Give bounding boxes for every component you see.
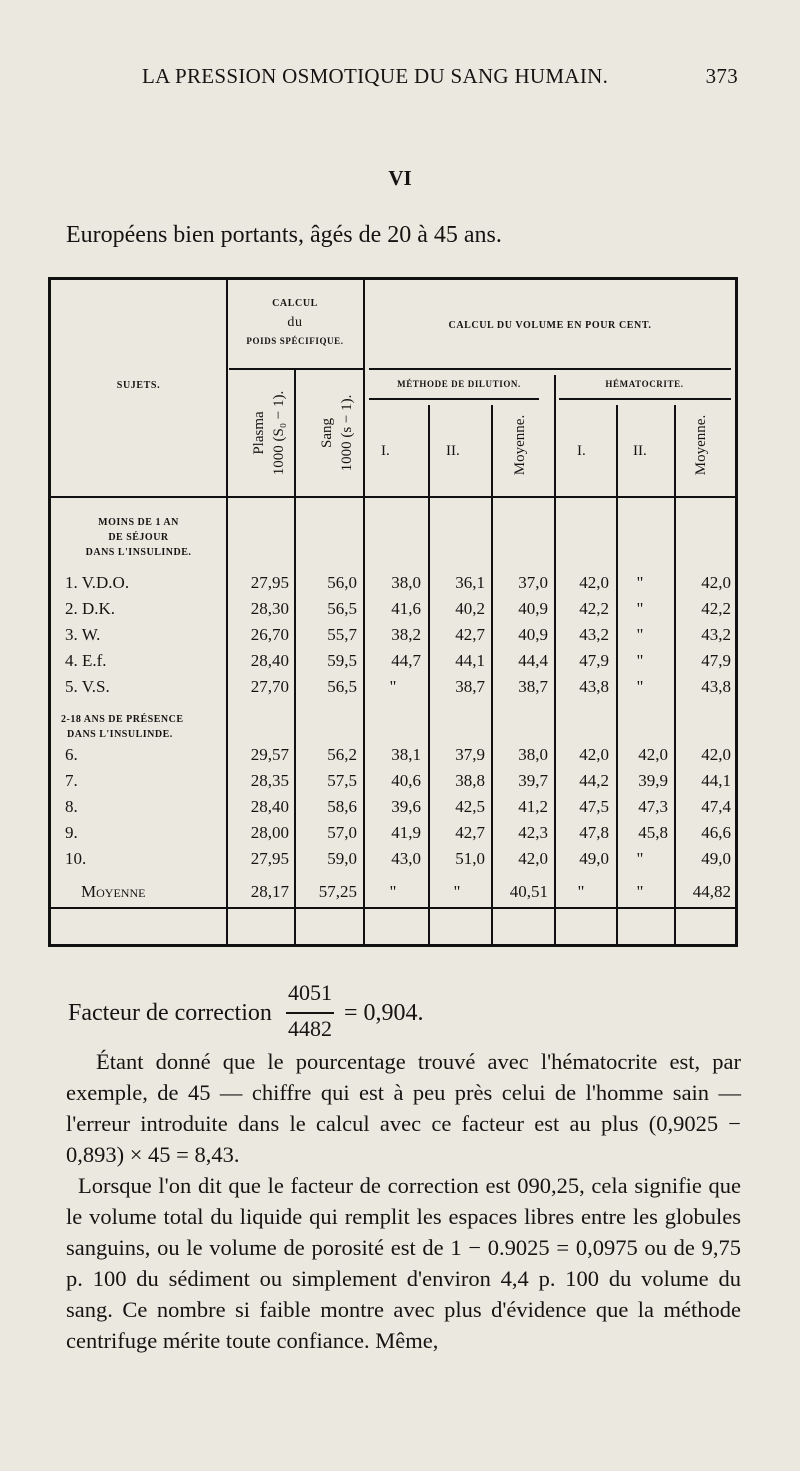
table-cell: 26,70	[250, 625, 289, 644]
table-cell: "	[389, 677, 397, 696]
table-cell: 39,6	[391, 797, 421, 816]
table-cell: "	[636, 625, 644, 644]
table-cell: 28,35	[250, 771, 289, 790]
table-cell: 40,51	[509, 882, 548, 901]
table-cell: 42,2	[701, 599, 731, 618]
paragraph-1: Étant donné que le pourcentage trouvé avec l'hématocrite est, par exemple, de 45 — chiffre qui est à peu près celui de l'homme sain — l'erreur introduite dans le calcul avec ce facteur est au plus (0,9025 − 0,893) × 45 = 8,43.	[66, 1049, 741, 1167]
table-cell: 37,0	[518, 573, 548, 592]
paragraph-2: Lorsque l'on dit que le facteur de correction est 090,25, cela signifie que le volume total du liquide qui remplit les espaces libres entre les globules sanguins, ou le volume de porosité est de 1 − 0.9025 = 0,0975 ou de 9,75 p. 100 du sédiment ou simplement d'environ 4,4 p. 100 du volume du sang. Ce nombre si faible montre avec plus d'évidence que la méthode centrifuge mérite toute confiance. Même,	[66, 1173, 741, 1353]
table-cell: 28,40	[250, 797, 289, 816]
table-caption: Européens bien portants, âgés de 20 à 45 ans.	[66, 222, 502, 248]
table-cell: 57,0	[327, 823, 357, 842]
table-cell: 57,5	[327, 771, 357, 790]
table-cell: "	[453, 882, 461, 901]
table-cell: 43,2	[701, 625, 731, 644]
table-cell: 58,6	[327, 797, 357, 816]
group-header-volume: CALCUL DU VOLUME EN POUR CENT.	[448, 320, 652, 331]
table-cell: "	[577, 882, 585, 901]
table-cell: 57,25	[318, 882, 357, 901]
col-header-dilution-I: I.	[381, 443, 390, 459]
table-cell: 49,0	[579, 849, 609, 868]
table-cell: 28,00	[250, 823, 289, 842]
table-cell: 28,30	[250, 599, 289, 618]
group2-label: 2-18 ANS DE PRÉSENCE DANS L'INSULINDE.	[61, 714, 184, 740]
table-cell: 39,7	[518, 771, 548, 790]
subheader-dilution: MÉTHODE DE DILUTION.	[397, 379, 521, 389]
col-header-dilution-II: II.	[446, 443, 460, 459]
table-cell: 41,2	[518, 797, 548, 816]
table-cell: 59,0	[327, 849, 357, 868]
running-head	[62, 64, 738, 94]
col-header-hemato-I: I.	[577, 443, 586, 459]
col-header-plasma-formula: 1000 (S₀ − 1).	[271, 390, 287, 476]
table-cell: 38,2	[391, 625, 421, 644]
table-cell: 39,9	[638, 771, 668, 790]
table-cell: 36,1	[455, 573, 485, 592]
table-cell: 43,0	[391, 849, 421, 868]
col-header-dilution-moyenne: Moyenne.	[512, 414, 528, 476]
table-cell: 56,0	[327, 573, 357, 592]
table-cell: 40,9	[518, 625, 548, 644]
table-cell: 56,2	[327, 745, 357, 764]
row-label: 4. E.f.	[65, 651, 107, 670]
col-header-hemato-II: II.	[633, 443, 647, 459]
group-header-poids-2: du	[287, 315, 303, 330]
table-cell: 40,9	[518, 599, 548, 618]
table-cell: 28,17	[250, 882, 289, 901]
table-cell: 46,6	[701, 823, 731, 842]
group-header-poids-3: POIDS SPÉCIFIQUE.	[246, 336, 344, 346]
table-cell: 38,0	[391, 573, 421, 592]
table-cell: 40,6	[391, 771, 421, 790]
row-label: 6.	[65, 745, 78, 764]
data-table	[48, 277, 738, 947]
table-cell: 43,8	[701, 677, 731, 696]
table-cell: "	[636, 573, 644, 592]
col-header-sang: Sang	[319, 418, 335, 448]
table-cell: 42,0	[701, 573, 731, 592]
table-cell: 47,9	[579, 651, 609, 670]
row-label: 10.	[65, 849, 87, 868]
col-header-plasma: Plasma	[251, 411, 267, 455]
table-cell: 27,95	[250, 849, 289, 868]
section-number: VI	[388, 166, 412, 190]
subheader-hematocrite: HÉMATOCRITE.	[605, 379, 684, 389]
table-cell: 43,8	[579, 677, 609, 696]
table-cell: 38,0	[518, 745, 548, 764]
table-cell: 47,3	[638, 797, 668, 816]
table-cell: 29,57	[250, 745, 289, 764]
row-label: 7.	[65, 771, 78, 790]
table-cell: "	[636, 849, 644, 868]
col-header-hemato-moyenne: Moyenne.	[693, 414, 709, 476]
table-cell: 51,0	[455, 849, 485, 868]
table-cell: 44,82	[692, 882, 731, 901]
row-label: 3. W.	[65, 625, 101, 644]
table-cell: 47,5	[579, 797, 609, 816]
table-cell: 45,8	[638, 823, 668, 842]
table-cell: 42,0	[701, 745, 731, 764]
moyenne-label: Moyenne	[81, 882, 146, 901]
table-cell: 42,5	[455, 797, 485, 816]
table-cell: "	[636, 599, 644, 618]
table-cell: 59,5	[327, 651, 357, 670]
table-cell: 28,40	[250, 651, 289, 670]
group-header-poids-1: CALCUL	[272, 298, 318, 309]
table-cell: "	[636, 677, 644, 696]
table-cell: 38,8	[455, 771, 485, 790]
correction-numerator: 4051	[288, 980, 332, 1005]
table-cell: "	[636, 882, 644, 901]
table-cell: 41,6	[391, 599, 421, 618]
table-cell: 44,2	[579, 771, 609, 790]
table-cell: 42,3	[518, 823, 548, 842]
page-number: 373	[705, 64, 738, 88]
table-cell: 40,2	[455, 599, 485, 618]
table-cell: 42,0	[579, 745, 609, 764]
table-cell: 47,4	[701, 797, 731, 816]
table-cell: 56,5	[327, 677, 357, 696]
table-cell: 55,7	[327, 625, 357, 644]
table-cell: 38,7	[518, 677, 548, 696]
correction-formula	[68, 1000, 272, 1027]
table-cell: 42,2	[579, 599, 609, 618]
table-cell: 42,0	[579, 573, 609, 592]
group1-label: MOINS DE 1 AN DE SÉJOUR DANS L'INSULINDE.	[85, 517, 192, 558]
table-cell: 38,7	[455, 677, 485, 696]
fraction-bar	[286, 1012, 334, 1014]
table-cell: "	[636, 651, 644, 670]
table-cell: 42,7	[455, 625, 485, 644]
row-label: 5. V.S.	[65, 677, 110, 696]
row-label: 1. V.D.O.	[65, 573, 130, 592]
row-label: 2. D.K.	[65, 599, 116, 618]
table-cell: 38,1	[391, 745, 421, 764]
table-cell: 44,4	[518, 651, 548, 670]
table-cell: 27,95	[250, 573, 289, 592]
table-cell: 27,70	[250, 677, 289, 696]
running-title: LA PRESSION OSMOTIQUE DU SANG HUMAIN.	[142, 64, 609, 88]
correction-denominator: 4482	[288, 1016, 332, 1041]
correction-label: Facteur de correction	[68, 1000, 272, 1026]
table-cell: 42,0	[518, 849, 548, 868]
table-cell: 44,1	[701, 771, 731, 790]
table-cell: 41,9	[391, 823, 421, 842]
table-cell: 47,9	[701, 651, 731, 670]
table-cell: "	[389, 882, 397, 901]
table-cell: 44,7	[391, 651, 421, 670]
table-cell: 43,2	[579, 625, 609, 644]
correction-result: = 0,904.	[344, 1000, 424, 1026]
table-cell: 42,0	[638, 745, 668, 764]
table-cell: 42,7	[455, 823, 485, 842]
table-cell: 47,8	[579, 823, 609, 842]
row-label: 9.	[65, 823, 78, 842]
table-cell: 44,1	[455, 651, 485, 670]
table-cell: 37,9	[455, 745, 485, 764]
col-header-sang-formula: 1000 (s − 1).	[339, 394, 355, 472]
table-cell: 49,0	[701, 849, 731, 868]
col-header-subjects: SUJETS.	[116, 380, 161, 391]
table-cell: 56,5	[327, 599, 357, 618]
row-label: 8.	[65, 797, 78, 816]
